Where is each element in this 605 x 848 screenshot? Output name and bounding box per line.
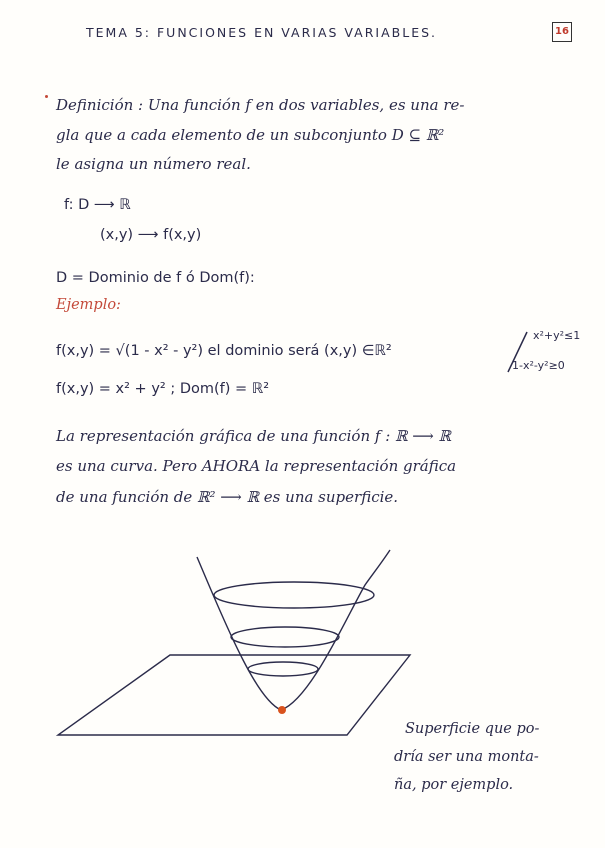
example-1-condition-top: x²+y²≤1 — [533, 329, 581, 342]
caption-line-3: ña, por ejemplo. — [394, 777, 514, 793]
page-number-badge: 16 — [552, 22, 572, 42]
level-ring-middle — [231, 627, 339, 647]
example-1-condition-bottom: 1-x²-y²≥0 — [512, 359, 565, 372]
mapping-line-2: (x,y) ⟶ f(x,y) — [100, 227, 202, 243]
example-1-formula: f(x,y) = √(1 - x² - y²) el dominio será (x,y) ∈ℝ² — [56, 343, 392, 359]
paraboloid-left-edge — [197, 557, 281, 710]
caption-line-1: Superficie que po- — [405, 721, 540, 737]
vertex-point — [278, 706, 286, 714]
definition-line-2: gla que a cada elemento de un subconjunto D ⊆ ℝ² — [56, 126, 445, 144]
mapping-line-1: f: D ⟶ ℝ — [64, 197, 131, 213]
definition-line-3: le asigna un número real. — [56, 155, 251, 173]
paragraph-line-1: La representación gráfica de una función f : ℝ ⟶ ℝ — [56, 427, 451, 445]
level-ring-bottom — [248, 662, 318, 676]
paragraph-line-3: de una función de ℝ² ⟶ ℝ es una superficie. — [56, 488, 399, 506]
page-title: TEMA 5: FUNCIONES EN VARIAS VARIABLES. — [86, 25, 438, 40]
definition-line-1: Definición : Una función f en dos variables, es una re- — [56, 96, 465, 114]
example-label: Ejemplo: — [56, 297, 121, 313]
caption-line-2: dría ser una monta- — [394, 749, 539, 765]
paragraph-line-2: es una curva. Pero AHORA la representación gráfica — [56, 457, 457, 475]
paraboloid-right-edge — [281, 550, 390, 710]
example-2-formula: f(x,y) = x² + y² ; Dom(f) = ℝ² — [56, 381, 270, 397]
xy-plane — [58, 655, 410, 735]
domain-definition: D = Dominio de f ó Dom(f): — [56, 270, 255, 286]
level-ring-top — [214, 582, 374, 608]
condition-slash — [508, 332, 527, 372]
